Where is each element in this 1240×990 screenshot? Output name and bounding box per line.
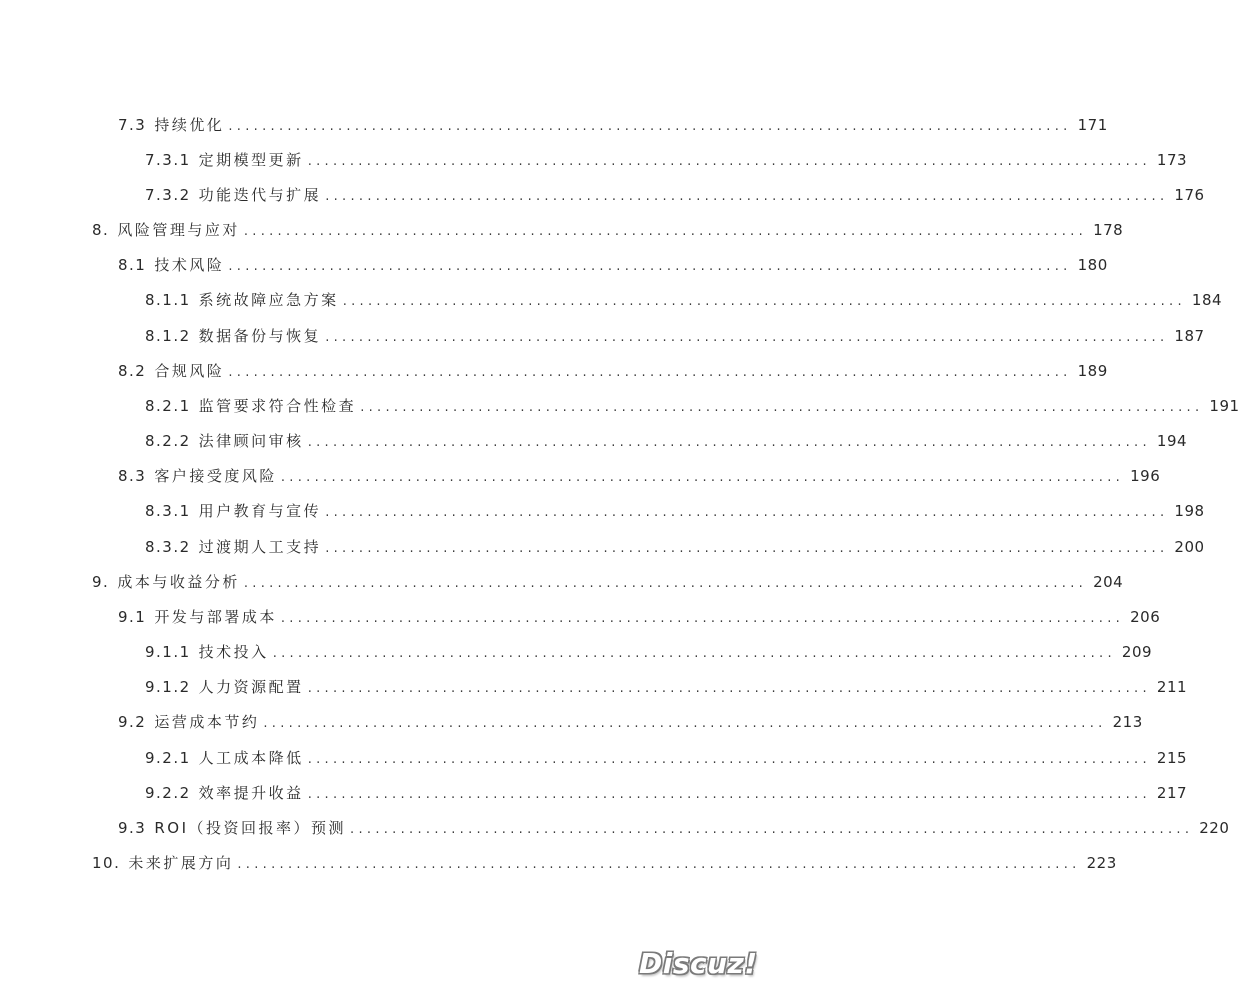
toc-leader-dots: ....................................................................................................	[280, 611, 1125, 626]
toc-number: 7.3.2	[145, 186, 191, 204]
toc-entry[interactable]	[145, 535, 1205, 559]
toc-title: 系统故障应急方案	[198, 291, 339, 309]
toc-title: 人力资源配置	[198, 678, 304, 696]
toc-page-number: 196	[1130, 467, 1161, 485]
toc-page-number: 206	[1130, 608, 1161, 626]
toc-leader-dots: ....................................................................................................	[307, 752, 1151, 767]
toc-number: 8.1	[118, 256, 147, 274]
toc-leader-dots: ....................................................................................................	[280, 470, 1125, 485]
toc-leader-dots: ....................................................................................................	[307, 681, 1151, 696]
toc-entry[interactable]	[145, 324, 1205, 348]
toc-leader-dots: ....................................................................................................	[263, 716, 1107, 731]
toc-number: 9.2.1	[145, 749, 191, 767]
toc-page-number: 189	[1077, 362, 1108, 380]
toc-number: 8.2	[118, 362, 147, 380]
toc-entry[interactable]	[118, 359, 1108, 383]
toc-number: 8.1.1	[145, 291, 191, 309]
toc-leader-dots: ....................................................................................................	[350, 822, 1194, 837]
toc-number: 10.	[92, 854, 121, 872]
toc-entry[interactable]	[92, 851, 1117, 875]
toc-number: 8.2.2	[145, 432, 191, 450]
toc-number: 8.1.2	[145, 327, 191, 345]
toc-entry[interactable]	[118, 113, 1108, 137]
toc-leader-dots: ....................................................................................................	[307, 154, 1151, 169]
toc-number: 9.1.1	[145, 643, 191, 661]
toc-entry[interactable]	[145, 499, 1205, 523]
toc-page-number: 173	[1156, 151, 1188, 169]
toc-title: 风险管理与应对	[117, 221, 240, 239]
toc-page-number: 180	[1077, 256, 1108, 274]
toc-leader-dots: ....................................................................................................	[243, 576, 1088, 591]
toc-page-number: 211	[1156, 678, 1188, 696]
toc-page-number: 198	[1174, 502, 1205, 520]
toc-page-number: 223	[1086, 854, 1117, 872]
toc-entry[interactable]	[118, 253, 1108, 277]
toc-number: 9.1	[118, 608, 147, 626]
toc-number: 8.2.1	[145, 397, 191, 415]
toc-entry[interactable]	[145, 183, 1205, 207]
toc-page-number: 178	[1093, 221, 1124, 239]
toc-entry[interactable]	[145, 394, 1240, 418]
toc-title: 用户教育与宣传	[198, 502, 322, 520]
toc-entry[interactable]	[145, 640, 1153, 664]
toc-entry[interactable]	[92, 570, 1124, 594]
toc-entry[interactable]	[118, 605, 1161, 629]
toc-number: 7.3	[118, 116, 147, 134]
toc-title: 功能迭代与扩展	[198, 186, 322, 204]
toc-page-number: 171	[1077, 116, 1108, 134]
toc-page-number: 194	[1156, 432, 1188, 450]
toc-leader-dots: ....................................................................................................	[360, 400, 1204, 415]
toc-entry[interactable]	[118, 464, 1161, 488]
toc-page-number: 209	[1121, 643, 1153, 661]
toc-title: 效率提升收益	[198, 784, 304, 802]
toc-page-number: 200	[1174, 538, 1205, 556]
toc-entry[interactable]	[92, 218, 1124, 242]
toc-title: 监管要求符合性检查	[198, 397, 357, 415]
toc-page-number: 204	[1093, 573, 1124, 591]
toc-title: 运营成本节约	[154, 713, 260, 731]
toc-number: 8.	[92, 221, 110, 239]
toc-page-number: 215	[1156, 749, 1188, 767]
toc-leader-dots: ....................................................................................................	[228, 259, 1072, 274]
toc-entry[interactable]	[145, 675, 1188, 699]
toc-leader-dots: ....................................................................................................	[228, 119, 1072, 134]
toc-title: 合规风险	[154, 362, 225, 380]
toc-number: 8.3.2	[145, 538, 191, 556]
toc-title: ROI（投资回报率）预测	[154, 819, 347, 837]
toc-entry[interactable]	[145, 148, 1188, 172]
toc-page-number: 176	[1174, 186, 1205, 204]
toc-entry[interactable]	[118, 710, 1143, 734]
toc-title: 过渡期人工支持	[198, 538, 322, 556]
toc-title: 技术风险	[154, 256, 225, 274]
toc-page-number: 191	[1209, 397, 1240, 415]
toc-number: 9.2.2	[145, 784, 191, 802]
toc-entry[interactable]	[145, 781, 1188, 805]
toc-entry[interactable]	[145, 429, 1188, 453]
toc-number: 9.	[92, 573, 110, 591]
toc-leader-dots: ....................................................................................................	[325, 189, 1169, 204]
toc-title: 成本与收益分析	[117, 573, 240, 591]
toc-leader-dots: ....................................................................................................	[325, 330, 1169, 345]
toc-title: 定期模型更新	[198, 151, 304, 169]
toc-number: 9.3	[118, 819, 147, 837]
toc-entry[interactable]	[118, 816, 1230, 840]
toc-leader-dots: ....................................................................................................	[272, 646, 1116, 661]
toc-title: 持续优化	[154, 116, 225, 134]
toc-title: 未来扩展方向	[128, 854, 234, 872]
toc-page-number: 217	[1156, 784, 1188, 802]
toc-title: 人工成本降低	[198, 749, 304, 767]
watermark-logo: Discuz!	[639, 947, 758, 980]
toc-number: 9.2	[118, 713, 147, 731]
toc-title: 法律顾问审核	[198, 432, 304, 450]
toc-entry[interactable]	[145, 746, 1188, 770]
toc-title: 开发与部署成本	[154, 608, 277, 626]
toc-leader-dots: ....................................................................................................	[342, 294, 1186, 309]
toc-leader-dots: ....................................................................................................	[228, 365, 1072, 380]
toc-number: 9.1.2	[145, 678, 191, 696]
toc-entry[interactable]	[145, 288, 1223, 312]
toc-page-number: 184	[1191, 291, 1223, 309]
toc-title: 技术投入	[198, 643, 269, 661]
toc-leader-dots: ....................................................................................................	[243, 224, 1088, 239]
toc-leader-dots: ....................................................................................................	[307, 787, 1151, 802]
toc-number: 8.3.1	[145, 502, 191, 520]
toc-number: 7.3.1	[145, 151, 191, 169]
toc-title: 数据备份与恢复	[198, 327, 322, 345]
toc-leader-dots: ....................................................................................................	[307, 435, 1151, 450]
toc-page-number: 187	[1174, 327, 1205, 345]
toc-page-number: 213	[1112, 713, 1143, 731]
toc-leader-dots: ....................................................................................................	[325, 541, 1169, 556]
toc-title: 客户接受度风险	[154, 467, 277, 485]
toc-number: 8.3	[118, 467, 147, 485]
toc-page-number: 220	[1199, 819, 1230, 837]
toc-leader-dots: ....................................................................................................	[237, 857, 1081, 872]
toc-leader-dots: ....................................................................................................	[325, 505, 1169, 520]
